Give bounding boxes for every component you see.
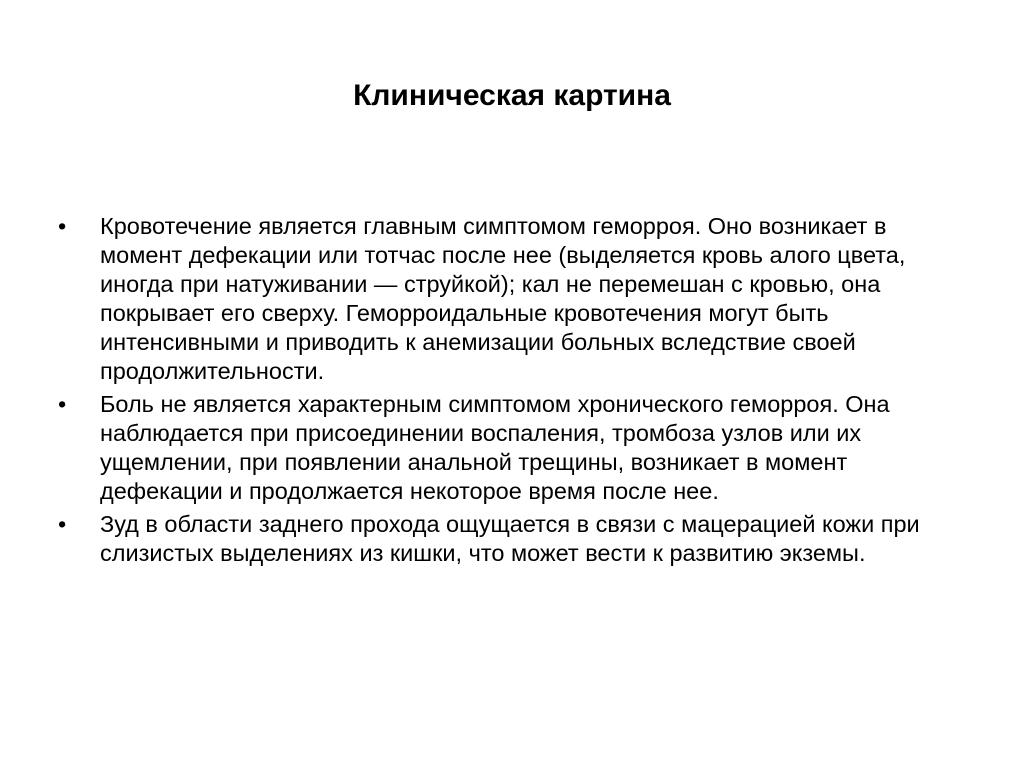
bullet-item-itch — [58, 510, 958, 568]
bullet-text: Зуд в области заднего прохода ощущается в связи с мацерацией кожи при слизистых выделениях из кишки, что может вести к развитию экземы. — [100, 511, 920, 566]
bullet-icon: • — [58, 213, 67, 239]
slide-title: Клиническая картина — [353, 79, 671, 112]
bullet-item-pain — [58, 390, 958, 506]
bullet-text: Боль не является характерным симптомом хронического геморроя. Она наблюдается при присоединении воспаления, тромбоза узлов или их ущемлении, при появлении анальной трещины, возникает в момент дефекации и продолжается некоторое время после нее. — [100, 391, 890, 504]
bullet-text: Кровотечение является главным симптомом геморроя. Оно возникает в момент дефекации или тотчас после нее (выделяется кровь алого цвета, иногда при натуживании — струйкой); кал не перемешан с кровью, она покрывает его сверху. Геморроидальные кровотечения могут быть интенсивными и приводить к анемизации больных вследствие своей продолжительности. — [100, 213, 906, 384]
bullet-item-bleeding — [58, 212, 958, 386]
bullet-icon: • — [58, 391, 67, 417]
bullet-icon: • — [58, 511, 67, 537]
bullet-list — [58, 212, 958, 572]
